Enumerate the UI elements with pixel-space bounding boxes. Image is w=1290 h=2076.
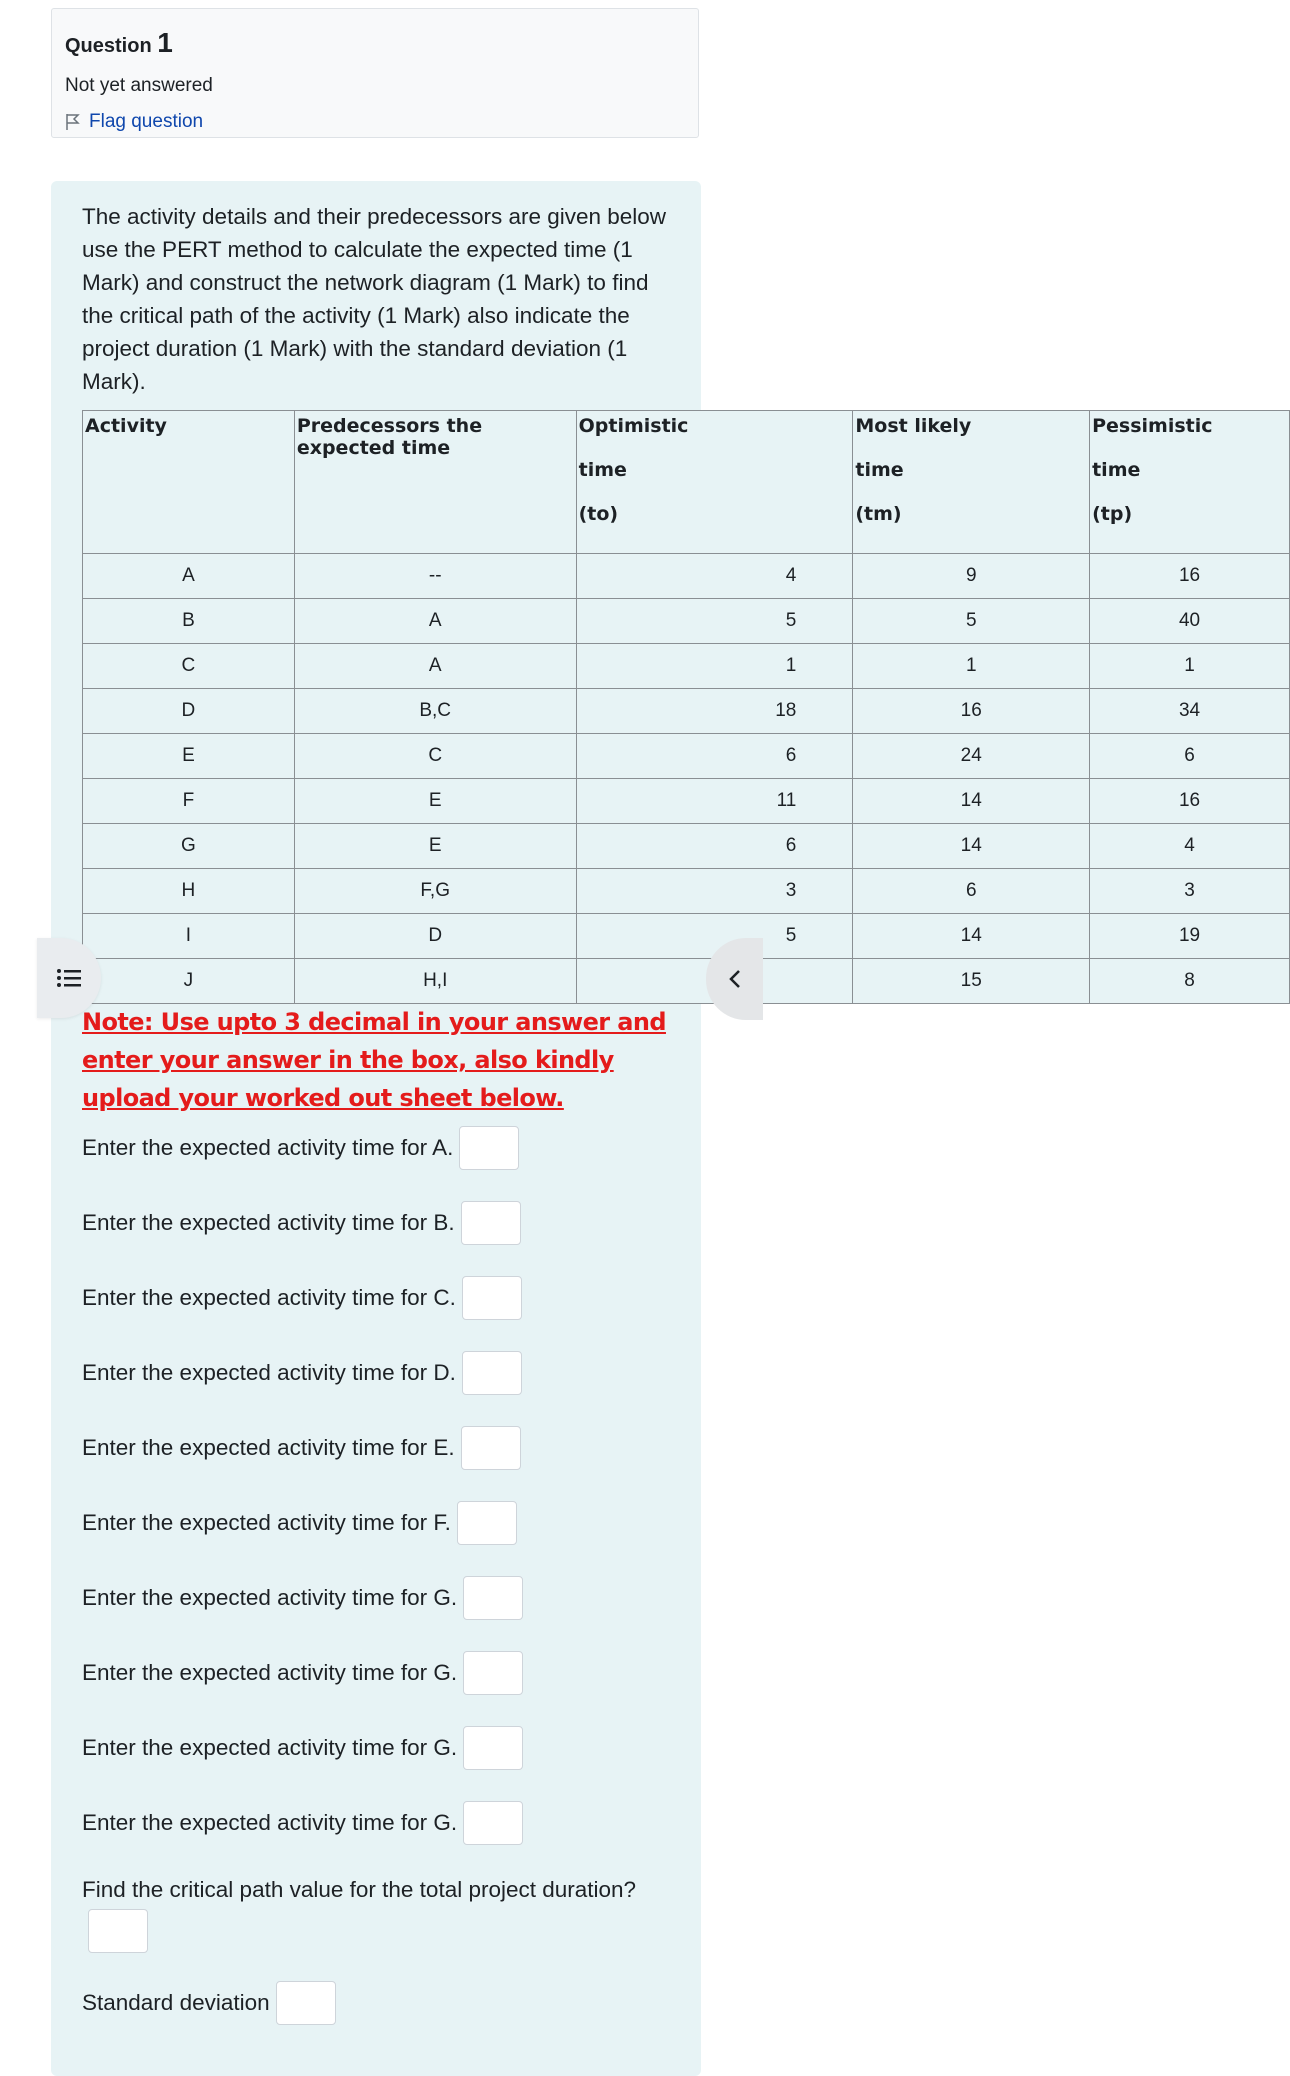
expected-time-label: Enter the expected activity time for A.	[82, 1135, 454, 1160]
table-row	[83, 824, 1290, 869]
std-dev-input[interactable]	[276, 1981, 336, 2025]
cell-most-likely: 1	[853, 644, 1090, 689]
pert-table	[82, 410, 1290, 1004]
cell-optimistic: 5	[576, 599, 853, 644]
header-optimistic: Optimistic time (to)	[576, 411, 853, 554]
expected-time-question	[82, 1651, 523, 1695]
critical-path-label: Find the critical path value for the total project duration?	[82, 1877, 637, 1902]
question-title	[65, 27, 685, 59]
expected-time-question	[82, 1276, 522, 1320]
cell-predecessors: E	[294, 779, 576, 824]
cell-pessimistic: 19	[1090, 914, 1290, 959]
expected-time-input[interactable]	[462, 1276, 522, 1320]
cell-activity: F	[83, 779, 295, 824]
table-row	[83, 599, 1290, 644]
expected-time-input[interactable]	[463, 1651, 523, 1695]
cell-optimistic: 3	[576, 869, 853, 914]
critical-path-input[interactable]	[88, 1909, 148, 1953]
table-row	[83, 914, 1290, 959]
cell-predecessors: B,C	[294, 689, 576, 734]
cell-pessimistic: 6	[1090, 734, 1290, 779]
cell-most-likely: 14	[853, 779, 1090, 824]
cell-most-likely: 14	[853, 824, 1090, 869]
expected-time-label: Enter the expected activity time for G.	[82, 1585, 458, 1610]
expected-time-question	[82, 1576, 523, 1620]
cell-most-likely: 5	[853, 599, 1090, 644]
flag-question-link[interactable]	[65, 111, 685, 133]
cell-predecessors: H,I	[294, 959, 576, 1004]
header-most-likely: Most likely time (tm)	[853, 411, 1090, 554]
cell-optimistic: 18	[576, 689, 853, 734]
expected-time-input[interactable]	[463, 1801, 523, 1845]
expected-time-label: Enter the expected activity time for C.	[82, 1285, 456, 1310]
cell-optimistic: 1	[576, 644, 853, 689]
header-pessimistic: Pessimistic time (tp)	[1090, 411, 1290, 554]
cell-predecessors: E	[294, 824, 576, 869]
cell-pessimistic: 8	[1090, 959, 1290, 1004]
table-row	[83, 779, 1290, 824]
cell-optimistic: 4	[576, 554, 853, 599]
expected-time-question	[82, 1126, 519, 1170]
question-label: Question	[65, 35, 152, 57]
cell-pessimistic: 3	[1090, 869, 1290, 914]
table-row	[83, 689, 1290, 734]
cell-optimistic: 5	[576, 914, 853, 959]
expected-time-question	[82, 1201, 521, 1245]
cell-most-likely: 24	[853, 734, 1090, 779]
cell-activity: B	[83, 599, 295, 644]
header-activity: Activity	[83, 411, 295, 554]
cell-predecessors: A	[294, 644, 576, 689]
cell-activity: H	[83, 869, 295, 914]
expected-time-label: Enter the expected activity time for G.	[82, 1810, 458, 1835]
cell-pessimistic: 40	[1090, 599, 1290, 644]
table-row	[83, 959, 1290, 1004]
expected-time-input[interactable]	[463, 1726, 523, 1770]
expected-time-label: Enter the expected activity time for B.	[82, 1210, 455, 1235]
cell-pessimistic: 34	[1090, 689, 1290, 734]
cell-predecessors: F,G	[294, 869, 576, 914]
std-dev-question	[82, 1981, 336, 2025]
cell-activity: J	[83, 959, 295, 1004]
expected-time-input[interactable]	[462, 1351, 522, 1395]
flag-icon	[65, 113, 81, 131]
table-row	[83, 869, 1290, 914]
expected-time-label: Enter the expected activity time for D.	[82, 1360, 456, 1385]
cell-activity: C	[83, 644, 295, 689]
expected-time-input[interactable]	[459, 1126, 519, 1170]
table-row	[83, 644, 1290, 689]
cell-pessimistic: 1	[1090, 644, 1290, 689]
table-header-row	[83, 411, 1290, 554]
std-dev-label: Standard deviation	[82, 1990, 270, 2015]
cell-optimistic: 6	[576, 734, 853, 779]
cell-pessimistic: 16	[1090, 554, 1290, 599]
cell-pessimistic: 16	[1090, 779, 1290, 824]
expected-time-question	[82, 1351, 522, 1395]
expected-time-input[interactable]	[457, 1501, 517, 1545]
question-prompt: The activity details and their predecessors are given below use the PERT method to calculate the expected time (1 Mark) and construct the network diagram (1 Mark) to find the critical path of the activity (1 Mark) also indicate the project duration (1 Mark) with the standard deviation (1 Mark).	[82, 204, 667, 394]
expected-time-question	[82, 1801, 523, 1845]
header-predecessors: Predecessors the expected time	[294, 411, 576, 554]
cell-predecessors: --	[294, 554, 576, 599]
cell-optimistic: 6	[576, 824, 853, 869]
cell-predecessors: A	[294, 599, 576, 644]
cell-activity: E	[83, 734, 295, 779]
expected-time-label: Enter the expected activity time for F.	[82, 1510, 451, 1535]
cell-activity: G	[83, 824, 295, 869]
expected-time-label: Enter the expected activity time for G.	[82, 1735, 458, 1760]
cell-pessimistic: 4	[1090, 824, 1290, 869]
critical-path-question	[82, 1871, 642, 1953]
question-number: 1	[157, 27, 173, 58]
question-info	[51, 8, 699, 138]
cell-optimistic: 11	[576, 779, 853, 824]
expected-time-label: Enter the expected activity time for G.	[82, 1660, 458, 1685]
list-icon	[56, 967, 82, 989]
cell-predecessors: C	[294, 734, 576, 779]
expected-time-question	[82, 1726, 523, 1770]
table-row	[83, 554, 1290, 599]
cell-activity: D	[83, 689, 295, 734]
cell-predecessors: D	[294, 914, 576, 959]
question-state: Not yet answered	[65, 75, 213, 96]
chevron-left-icon	[728, 968, 742, 990]
cell-most-likely: 14	[853, 914, 1090, 959]
flag-question-label: Flag question	[89, 111, 204, 132]
cell-activity: A	[83, 554, 295, 599]
cell-most-likely: 9	[853, 554, 1090, 599]
table-row	[83, 734, 1290, 779]
cell-most-likely: 15	[853, 959, 1090, 1004]
cell-most-likely: 6	[853, 869, 1090, 914]
expected-time-input[interactable]	[461, 1201, 521, 1245]
expected-time-input[interactable]	[461, 1426, 521, 1470]
expected-time-question	[82, 1426, 521, 1470]
expected-time-label: Enter the expected activity time for E.	[82, 1435, 455, 1460]
answer-note: Note: Use upto 3 decimal in your answer and enter your answer in the box, also kindly upload your worked out sheet below.	[82, 1008, 666, 1112]
cell-activity: I	[83, 914, 295, 959]
cell-most-likely: 16	[853, 689, 1090, 734]
expected-time-question	[82, 1501, 517, 1545]
expected-time-input[interactable]	[463, 1576, 523, 1620]
